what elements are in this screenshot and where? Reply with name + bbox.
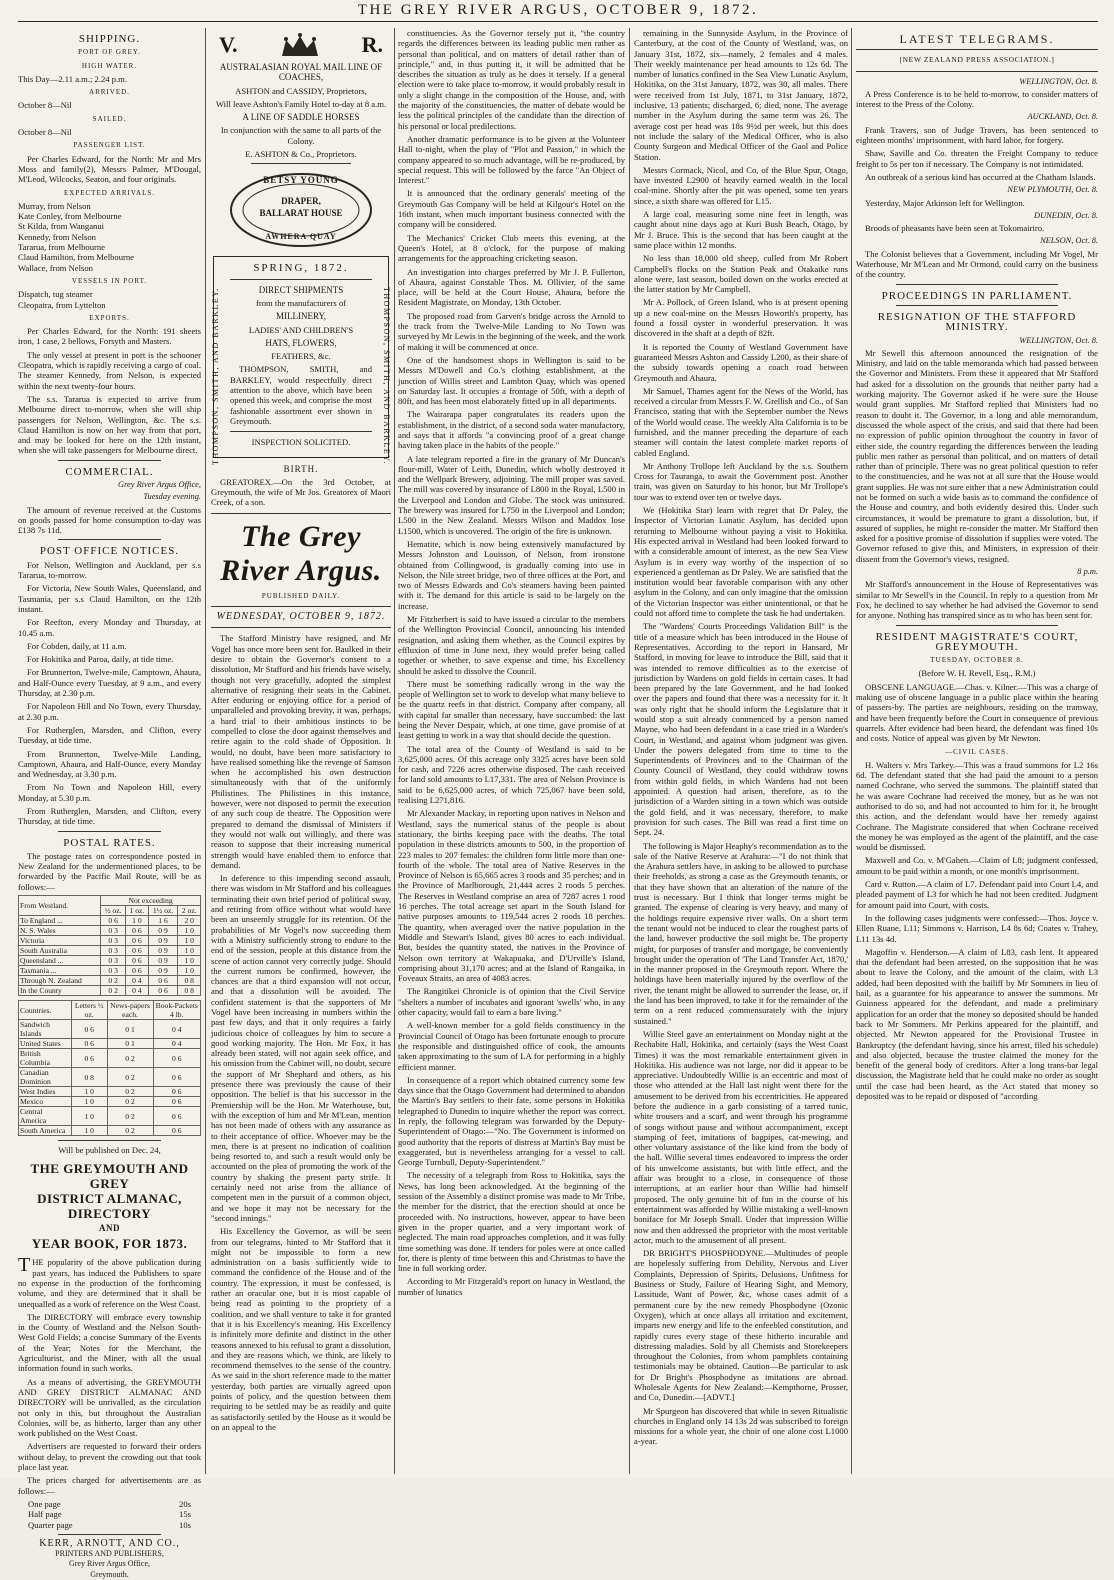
table-cell: 0 2	[101, 976, 126, 986]
publisher-line: Grey River Argus Office,	[68, 1559, 151, 1569]
almanac-paragraph: The DIRECTORY will embrace every township in the County of Westland and the Nelson South-West Gold Fields; a concise Summary of the Events of the Year; Notes for the Merchant, the Agriculturist, and the Miner, with all the usual information found in such works.	[18, 1311, 201, 1374]
dateline: NELSON, Oct. 8.	[1040, 236, 1098, 246]
almanac-paragraph: The prices charged for advertisements are as follows:—	[18, 1475, 201, 1496]
news-paragraph: The total area of the County of Westland is said to be 3,625,000 acres. Of this acreage only 3325 acres have been sold for cash, and 7226 acres otherwise disposed. The cash received for land sold amounts to L17,331. The area of Nelson Province is said to be 6,625,000 acres, of which 725,067 have been sold, realising L271,816.	[398, 743, 625, 806]
column-rule	[394, 28, 395, 1474]
table-cell: Mexico	[19, 1097, 72, 1107]
table-cell: N. S. Wales	[19, 926, 101, 936]
almanac-title	[18, 1161, 201, 1251]
passenger-text: Per Charles Edward, for the North: Mr and Mrs Moss and family(2), Messrs Palmer, M'Dougal, M'Leod, Wilcocks, Seaton, and four originals.	[18, 153, 201, 185]
rm-paragraph: Magoffin v. Henderson.—A claim of L83, cash lent. It appeared that the defendant had been arrested, on the supposition that he was about to leave the Colony, and the amount of the claim, with L3 added, had been deposited with the bailiff by Mr Sommers in lieu of bail, as a guarantee for his appearance to answer the summons. Mr Guinness appeared for the defendant, and made a preliminary application for an order that the money so deposited should be handed back to Mr Sommers. Mr Perkins appeared for the plaintiff, and objected. Mr Newton appeared for the Provisional Trustee in Bankruptcy (the defendant having, since his arrest, filed his schedule) and also objected, because the trustee claimed the money for the benefit of the general body of creditors. After a long trans-bar legal discussion, the Magistrate held that he could make no order as sought until the case had been heard, as the Act stated that money so deposited was to be repaid or disposed of "according	[856, 946, 1098, 1102]
divider	[856, 71, 1098, 72]
table-cell: West Indies	[19, 1087, 72, 1097]
news-paragraph: We (Hokitika Star) learn with regret that Dr Paley, the Inspector of Victorian Lunatic Asylum, has decided upon returning to Melbourne without paying a visit to Hokitika. His expected arrival in Westland had been looked forward to with a considerable amount of interest, as the new Sea View Asylum is in every way worthy of the inspection of so experienced a gentleman as Dr Paley. We are satisfied that the institution would bear favorable comparison with any other asylum in the Colony, and can only imagine that the omission of the Victorian Inspector was either unintentional, or that he could not afford time to complete the task he had undertaken.	[634, 505, 848, 619]
birth-text: GREATOREX.—On the 3rd October, at Greymouth, the wife of Mr Jos. Greatorex of Maori Creek, of a son.	[211, 476, 391, 508]
table-cell: 0 8	[71, 1068, 107, 1087]
table-header: Not exceeding	[101, 896, 201, 906]
table-row	[19, 1020, 201, 1039]
table-cell: Victoria	[19, 936, 101, 946]
table-header: 1 oz.	[126, 906, 149, 916]
divider	[58, 1534, 161, 1535]
column-rule	[851, 28, 852, 1474]
table-cell: Sandwich Islands	[19, 1020, 72, 1039]
table-cell: 0 2	[107, 1097, 153, 1107]
table-cell: 0 6	[126, 926, 149, 936]
heading-latest-telegrams: LATEST TELEGRAMS.	[899, 32, 1055, 46]
table-header: Countries.	[19, 1001, 72, 1020]
table-cell: 0 9	[148, 966, 178, 976]
rm-paragraph: Card v. Rutton.—A claim of L7. Defendant paid into Court L4, and pleaded payment of L3 for which he had not been credited. Judgment for amount paid into Court, with costs.	[856, 879, 1098, 910]
press-association: [NEW ZEALAND PRESS ASSOCIATION.]	[899, 55, 1055, 65]
arrived-line: October 8—Nil	[18, 100, 72, 111]
ad-line: LADIES' AND CHILDREN'S	[248, 324, 354, 335]
heading-postal-rates: POSTAL RATES.	[63, 836, 156, 849]
table-header: Book-Packets 4 lb.	[153, 1001, 200, 1020]
list-item: Tararua, from Melbourne	[18, 242, 105, 253]
table-header: News-papers each.	[107, 1001, 153, 1020]
table-cell: 0 3	[101, 966, 126, 976]
table-cell: To England ...	[19, 916, 101, 926]
table-cell: British Columbia	[19, 1049, 72, 1068]
post-item: For Hokitika and Paroa, daily, at tide time.	[27, 654, 174, 665]
ad-body: THOMPSON, SMITH, and BARKLEY, would respectfully direct attention to the above, which have been opened this week, and comprise the most fashionable assortment ever shown in Greymouth.	[230, 364, 372, 426]
ballarat-house-stamp	[226, 170, 376, 250]
news-paragraph: constituencies. As the Governor tersely put it, "the country regards the differences between its leading public men rather as personal than political, and on matters of detail rather than of principle," and, in thus putting it, it will be admitted that he describes the situation as truly as he does it tersely. If a general election were to take place to-morrow, it would probably result in only a slight change in the composition of the House, and, with the majority of the constituencies, the matter of debate would be less the political principles of the candidate than the direction of his personal or local predilections.	[398, 28, 625, 131]
table-cell: 1 0	[126, 916, 149, 926]
divider	[211, 606, 391, 607]
table-cell: 0 3	[101, 936, 126, 946]
stamp-top: BETSY YOUNG	[263, 175, 339, 186]
stamp-mid: DRAPER,	[281, 196, 321, 207]
table-cell: 0 1	[107, 1039, 153, 1049]
heading-high-water: HIGH WATER.	[81, 61, 138, 70]
table-cell: 0 3	[101, 926, 126, 936]
divider	[896, 625, 1058, 626]
table-cell: 0 9	[148, 936, 178, 946]
table-cell: 0 3	[101, 956, 126, 966]
news-paragraph: remaining in the Sunnyside Asylum, in the Province of Canterbury, at the cost of the County of Westland, was, on January 31st, 1872, six—namely, 2 females and 4 males. Their weekly maintenance per head amounts to 12s 6d. The number of lunatics confined in the Sea View Lunatic Asylum, Hokitika, on the 31st January, 1872, was 30, all males. There were received from 1st July, 1871, to 31st January, 1872, inclusive, 13 patients; discharged, 6; died, none. The average number in the Asylum during the same term was 26. The average cost per head was 18s 9½d per week, but this does not include the salary of the Medical Officer, who is also County Surgeon and Medical Officer of the Gaol and Police Station.	[634, 28, 848, 162]
news-paragraph: There must be something radically wrong in the way the people of Wellington set to work to develop what many believe to be the quartz reefs in that district. Company after company, all with capital far smaller than necessary, have succumbed: the last being the Never Despair, which, at one time, gave promise of at least getting to work in a way that should decide the question.	[398, 678, 625, 741]
news-paragraph: It is reported the County of Westland Government have guaranteed Messrs Ashton and Cassidy L200, as their share of the subsidy towards opening a coach road between Greymouth and Ahaura.	[634, 341, 848, 383]
table-header: ½ oz.	[101, 906, 126, 916]
telegram-item: Yesterday, Major Atkinson left for Wellington.	[865, 197, 1025, 208]
almanac-pubdate: Will be published on Dec. 24,	[58, 1145, 161, 1156]
table-cell: 0 2	[107, 1087, 153, 1097]
heading-vessels: VESSELS IN PORT.	[71, 276, 148, 285]
table-cell: 0 9	[148, 956, 178, 966]
table-row	[19, 926, 201, 936]
masthead-title: THE GREY RIVER ARGUS, OCTOBER 9, 1872.	[357, 2, 759, 18]
ad-side-text: THOMPSON, SMITH, AND BARKLEY.	[382, 287, 391, 466]
price-value: 10s	[179, 1519, 191, 1530]
list-item	[28, 1499, 191, 1509]
table-cell: Central America	[19, 1107, 72, 1126]
ad-season: SPRING, 1872.	[253, 262, 349, 275]
table-row	[19, 956, 201, 966]
heading-passenger-list: PASSENGER LIST.	[73, 141, 146, 150]
mail-line: A LINE OF SADDLE HORSES	[242, 112, 360, 123]
table-cell: 2 0	[178, 916, 201, 926]
news-paragraph: Hematite, which is now being extensively manufactured by Messrs Johnston and Louisson, of Nelson, from ironstone obtained from Collingwood, is gradually coming into use in Nelson, the Nile street bridge, two of three offices at the Port, and two of Messrs Edwards and Co's steamers having been painted with it. The demand for this article is said to be largely on the increase.	[398, 538, 625, 611]
mail-line: ASHTON and CASSIDY, Proprietors,	[235, 85, 367, 96]
mail-line: Will leave Ashton's Family Hotel to-day at 8 a.m.	[215, 98, 387, 109]
almanac-title-line: DISTRICT ALMANAC, DIRECTORY	[37, 1191, 182, 1222]
table-cell: 0 6	[126, 946, 149, 956]
table-cell: 0 4	[153, 1039, 200, 1049]
heading-rm-court: RESIDENT MAGISTRATE'S COURT, GREYMOUTH.	[875, 630, 1079, 653]
table-cell: 0 1	[107, 1020, 153, 1039]
news-paragraph: Mr Fitzherbert is said to have issued a circular to the members of the Wellington Provincial Council, announcing his intended resignation, and asking them whether, as the Council expires by effluxion of time in June next, they would prefer being called together or whether, to save expense and time, his Excellency should be asked to dissolve the Council.	[398, 614, 625, 676]
table-cell: 0 2	[107, 1068, 153, 1087]
table-cell: Tasmania ...	[19, 966, 101, 976]
almanac-title-line: YEAR BOOK, FOR 1873.	[31, 1236, 188, 1252]
news-paragraph: In consequence of a report which obtained currency some few days since that the Otago Government had determined to abandon the Martin's Bay settlers to their fate, some persons in Hokitika telegraphed to Dunedin to inquire whether the report was correct. In reply, the following telegram was forwarded by the Deputy-Superintendent of Otago:—"No. The Government is informed on good authority that the reports of distress at Martin's Bay must be exaggerated, but is nevertheless arranging for a vessel to call. George Turnbull, Deputy-Superintendent."	[398, 1074, 625, 1168]
table-cell: 0 6	[126, 966, 149, 976]
news-paragraph: Messrs Cormack, Nicol, and Co, of the Blue Spur, Otago, have invested L2900 of heavily earned wealth in the local coal-mine. Shortly after the pit was opened, some ten years since, a sixth share was offered for L15.	[634, 164, 848, 206]
news-paragraph: The necessity of a telegraph from Ross to Hokitika, says the News, has long been acknowledged. At the beginning of the session of the Assembly a distinct promise was made to Mr Tribe, the member for the district, that the erection should at once be proceeded with. No instructions, however, appear to have been given in the proper quarter, and a very important work of neglected. The main road approaches completion, and it was fully time something was done. If tenders for poles were at once called for, there is plenty of time between this and Christmas to have the line in full working order.	[398, 1170, 625, 1274]
divider	[58, 1140, 161, 1141]
heading-expected-arrivals: EXPECTED ARRIVALS.	[64, 188, 155, 197]
table-row	[19, 966, 201, 976]
heading-resignation: RESIGNATION OF THE STAFFORD MINISTRY.	[877, 310, 1077, 334]
publisher-line: Greymouth.	[90, 1569, 129, 1579]
divider	[58, 539, 161, 540]
almanac-paragraph: Advertisers are requested to forward their orders without delay, to prevent the crowding out that took place last year.	[18, 1441, 201, 1473]
rm-paragraph: H. Walters v. Mrs Tarkey.—This was a fraud summons for L2 16s 6d. The defendant stated that she had paid the amount to a person named Cochrane, who served the summons. The plaintiff stated that he was aware Cochrane had received the money, but as he was not authorised to do so, and had not accounted to him for it, he brought this action, and the defendant would have her remedy against Cochrane. The Magistrate considered that when Cochrane received the money he was employed as the agent of the plaintiff, and the case would be dismissed.	[856, 759, 1098, 853]
news-paragraph: According to Mr Fitzgerald's report on lunacy in Westland, the number of lunatics	[398, 1276, 625, 1297]
table-cell: Canadian Dominion	[19, 1068, 72, 1087]
table-cell: 0 6	[153, 1126, 200, 1136]
post-item: For Napoleon Hill and No Town, every Thursday, at 2.30 p.m.	[18, 701, 201, 722]
table-row	[19, 1039, 201, 1049]
list-item: Cleopatra, from Lyttelton	[18, 299, 106, 310]
column-ads-leader	[211, 28, 391, 1474]
price-label: Quarter page	[28, 1519, 73, 1530]
ad-footer: INSPECTION SOLICITED.	[251, 437, 351, 448]
foreign-rates-table	[18, 1000, 201, 1136]
paper-title: The Grey River Argus.	[220, 519, 382, 587]
stamp-mid2: BALLARAT HOUSE	[259, 208, 343, 219]
dateline: DUNEDIN, Oct. 8.	[1034, 210, 1098, 220]
shipping-paragraph: The s.s. Tararua is expected to arrive from Melbourne direct to-morrow, when she will ship passengers for Nelson, Wellington, &c. The s.s. Claud Hamilton is now on her way from that port, and may be looked for here on the 12th instant, when she will take passengers for Melbourne direct.	[18, 393, 201, 456]
rm-paragraph: Maxwell and Co. v. M'Gahen.—Claim of L8; judgment confessed, amount to be paid within a month, or one month's imprisonment.	[856, 855, 1098, 876]
table-cell: 1 0	[71, 1126, 107, 1136]
table-cell: 1 6	[148, 916, 178, 926]
telegram-item: A Press Conference is to be held to-morrow, to consider matters of interest to the Press of the Colony.	[856, 88, 1098, 110]
table-cell: 1 0	[178, 926, 201, 936]
table-cell: 1 0	[71, 1097, 107, 1107]
price-list	[28, 1499, 191, 1530]
royal-crest	[219, 30, 383, 60]
table-row	[19, 936, 201, 946]
news-paragraph: DR BRIGHT'S PHOSPHODYNE.—Multitudes of people are hopelessly suffering from Debility, Nervous and Liver Complaints, Depression of Spirits, Delusions, Unfitness for Business or Study, Failure of Hearing Sight, and Memory, Lassitude, Want of Power, &c, whose cases admit of a permanent cure by the new remedy Phosphodyne (Ozonic Oxygen), which at once allays all irritation and excitement, imparts new energy and life to the enfeebled constitution, and rapidly cures every stage of these hitherto incurable and distressing maladies. Sold by all Chemists and Storekeepers throughout the Colonies, from whom pamphlets containing testimonials may be obtained. Caution—Be particular to ask for Dr Bright's Phosphodyne as imitations are abroad. Wholesale Agents for New Zealand:—Kempthorne, Prosser, and Co, Dunedin.—[ADVT.]	[634, 1248, 848, 1403]
ad-line: MILLINERY,	[275, 311, 327, 322]
almanac-title-line: THE GREYMOUTH AND GREY	[30, 1161, 189, 1192]
publisher-line: PRINTERS AND PUBLISHERS,	[55, 1549, 164, 1559]
news-paragraph: A large coal, measuring some nine feet in length, was caught about nine days ago at Kuri Bush Beach, Otago, by Mr J. Bruce. This is the second that has been caught at the same place within 12 months.	[634, 209, 848, 250]
divider	[230, 279, 372, 280]
column-telegrams	[856, 28, 1098, 1474]
table-cell: 0 9	[148, 926, 178, 936]
news-paragraph: Mr A. Pollock, of Green Island, who is at present opening up a new coal-mine on the Messrs Howorth's property, has found a fossil oyster in wonderful preservation. It was discovered in the shaft at a depth of 82ft.	[634, 297, 848, 339]
news-paragraph: Mr Anthony Trollope left Auckland by the s.s. Southern Cross for Tauranga, to await the Government post. Another train, was given on Saturday to his honor, but Mr Trollope's tour was to extend over ten or twelve days.	[634, 460, 848, 502]
table-cell: 1 0	[178, 966, 201, 976]
almanac-paragraph: As a means of advertising, the GREYMOUTH AND GREY DISTRICT ALMANAC AND DIRECTORY will be unrivalled, as the circulation not only in this, but throughout the Australian Colonies, will be, as hitherto, larger than any other work published on the West Coast.	[18, 1376, 201, 1439]
post-item: From Rutherglen, Marsden, and Clifton, every Thursday, at tide time.	[18, 806, 201, 827]
table-header: 1½ oz.	[148, 906, 178, 916]
list-item	[28, 1520, 191, 1530]
heading-shipping: SHIPPING.	[78, 33, 141, 45]
table-cell: 0 6	[126, 936, 149, 946]
news-paragraph: The proposed road from Garven's bridge across the Arnold to the track from the Twelve-Mile Landing to No Town was surveyed by Mr Lewis in the beginning of the week, and the work of making it will be commenced at once.	[398, 310, 625, 352]
published-daily: PUBLISHED DAILY.	[261, 591, 341, 600]
leader-paragraph: His Excellency the Governor, as will be seen from our telegrams, hinted to Mr Stafford that it might not be impossible to form a new administration on a basis sufficiently wide to command the confidence of the House and of the country. The expression, it must be confessed, is rather an oracular one, but it is most capable of being read as pointing to the propriety of a coalition, and we shall venture to take it for granted that it is his Excellency's meaning. His Excellency is infinitely more definite and distinct in the other reasons annexed to his refusal to grant a dissolution, and they are reasons which, we think, are likely to recommend themselves to the sense of the country. As we said in the short reference made to the matter yesterday, both parties are virtually agreed upon points of policy, and the question between them requiring to be settled may be as readily and quite as satisfactorily settled by the House as it would be on an appeal to the	[211, 1226, 391, 1432]
table-cell: 0 2	[107, 1107, 153, 1126]
price-label: One page	[28, 1498, 61, 1509]
table-cell: 1 0	[71, 1107, 107, 1126]
mail-line: E. ASHTON & Co., Proprietors.	[245, 149, 357, 160]
expected-list	[18, 201, 201, 273]
post-item: From No Town and Napoleon Hill, every Monday, at 5.30 p.m.	[18, 782, 201, 803]
table-cell: 0 6	[101, 916, 126, 926]
table-cell: 0 6	[71, 1020, 107, 1039]
table-row	[19, 986, 201, 996]
heading-parliament: PROCEEDINGS IN PARLIAMENT.	[881, 289, 1073, 302]
ad-line: from the manufacturers of	[256, 297, 346, 308]
postal-text: The postage rates on correspondence posted in New Zealand for the undermentioned places, to be forwarded by the Pacific Mail Route, will be as follows:—	[18, 850, 201, 892]
table-cell: 0 6	[153, 1087, 200, 1097]
commercial-day: Tuesday evening.	[143, 492, 201, 502]
telegram-item: Shaw, Saville and Co. threaten the Freight Company to reduce freight to 5s per ton if necessary. The Company is not intimidated.	[856, 148, 1098, 169]
table-cell: United States	[19, 1039, 72, 1049]
table-cell: 0 8	[178, 976, 201, 986]
table-header: From Westland.	[19, 896, 101, 916]
post-item: For Reefton, every Monday and Thursday, at 10.45 a.m.	[18, 617, 201, 638]
post-item: For Victoria, New South Wales, Queensland, and Tasmania, per s.s Claud Hamilton, on the 12th instant.	[18, 583, 201, 614]
heading-commercial: COMMERCIAL.	[65, 465, 154, 478]
telegram-list	[856, 77, 1098, 280]
news-paragraph: Another dramatic performance is to be given at the Volunteer Hall to-night, when the play of "Plot and Passion," in which the company appeared to so much advantage, will be re-produced, by special request. This will be followed by the farce "An Object of Interest."	[398, 133, 625, 186]
divider	[58, 831, 161, 832]
almanac-title-line: AND	[99, 1223, 120, 1234]
heading-sailed: SAILED.	[92, 114, 127, 123]
table-cell: 0 6	[148, 976, 178, 986]
news-paragraph: Willie Steel gave an entertainment on Monday night at the Rechabite Hall, Hokitika, and certainly (says the West Coast Times) it was the most remarkable entertainment given in Hokitika. His audience was not large, nor did it appear to be appreciative. Undoubtedly Willie is an eccentric and most of those who attended at the Hall last night went there for the amusement to be derived from his eccentricities. He appeared before the audience in a garb consisting of a tarred tunic, white trousers and a scarf, and went through his programme of songs without pause and without accompaniment, except stamping of feet, imitations of bagpipes, cat-mewing, and other voluntary assistance of the like kind from the body of the hall. Willie several times endeavored to impress the order of his unwelcome assistants, but with little effect, and the affair was brought to a close, in consequence of those interruptions, at an earlier hour than Willie had himself proposed. The only genuine bit of fun in the course of his entertainment was afforded by Willie mistaking a well-known boniface for Mr Joseph Small. Under that impression Willie now and then addressed the proprietor with the most veritable actor, much to the amusement of all present.	[634, 1028, 848, 1245]
list-item: Kennedy, from Nelson	[18, 231, 96, 242]
rm-subhead: —CIVIL CASES.	[945, 747, 1009, 756]
table-cell: 0 4	[126, 986, 149, 996]
ad-line: HATS, FLOWERS,	[265, 337, 337, 348]
leader-paragraph: In deference to this impending second assault, there was wisdom in Mr Stafford and his colleagues terminating their own brief period of political sway, and retiring from office without what would have been an unseemly struggle for its retention. Of the probabilities of Mr Vogel's now succeeding them with a Ministry sufficiently strong to endure to the end of the session, people at this distance from the scene of action cannot very correctly judge. Should the current rumors be confirmed, however, the chances are that a third expansion will not occur, and that a dissolution will be avoided. The confident statement is that the supporters of Mr Vogel have been increasing in numbers within the past few days, and that it only requires a fairly judicious choice of colleagues by him to secure a good working majority. The Hon. Mr Fox, it has already been stated, will not again seek office, and his omission from the Cabinet will, no doubt, secure the support of Mr Shephard and others, as his presence there was previously the cause of their opposition. The belief is that his successor in the Premiership will be the Hon. Mr Waterhouse, but, with the exception of him and Mr M'Lean, mention has not been made of others with any assurance as to their acceptance of office. Whoever may be the men, there is at present no indication of coalition being resorted to, and such a result would only be accounted on the plea of promoting the work of the country by shaking the present party strife. It certainly need not arise from the alliance of competent men in the pursuit of a common object, and we hope it may not be necessary for the "second innings."	[211, 873, 391, 1223]
table-cell: 0 8	[178, 986, 201, 996]
news-paragraph: Mr Spurgeon has discovered that while in seven Ritualistic churches in England only 14 13s 2d was subscribed to foreign missions for a whole year, the choir of one alone cost L1000 a-year.	[634, 1405, 848, 1447]
list-item: St Kilda, from Wanganui	[18, 221, 105, 232]
mail-line-title: AUSTRALASIAN ROYAL MAIL LINE OF COACHES,	[219, 62, 383, 83]
heading-birth: BIRTH.	[283, 463, 319, 474]
table-row	[19, 1049, 201, 1068]
divider	[896, 305, 1058, 306]
table-row	[19, 946, 201, 956]
list-item: Dispatch, tug steamer	[18, 289, 93, 300]
table-cell: 1 0	[178, 946, 201, 956]
news-paragraph: It is announced that the ordinary generals' meeting of the Greymouth Gas Company will be held at Kilgour's Hotel on the 16th instant, when much important business connected with the company will be considered.	[398, 188, 625, 230]
crest-letter: V.	[219, 31, 238, 57]
postal-rates-table	[18, 895, 201, 996]
table-cell: South Australia	[19, 946, 101, 956]
rm-before: (Before W. H. Revell, Esq., R.M.)	[918, 668, 1036, 679]
resign-paragraph: Mr Sewell this afternoon announced the resignation of the Ministry, and laid on the table memoranda which had passed between the Governor and Ministers. From these it appeared that Mr Stafford had asked for a dissolution on the grounds that neither party had a working majority. The Governor asked if he were sure the House would grant supplies. Mr Stafford replied that Ministers had no reason to doubt it. The Governor, in a long and able memorandum, discussed the whole aspect of the crisis, and said that there had been no expression of public opinion throughout the country in favor of either side, the country regarding the differences between the leading public men rather as personal than political, and on matters of detail rather than of principle. There was no great political question to refer to the constituencies, and he was not at all sure that the House would grant supplies. He was not sure either that a new Administration could not be formed on such a wide basis as to command the confidence of the House and country, and both evidently desired this. Under such circumstances, it would be premature to grant a dissolution, but, if assured of supplies, he might re-consider the matter. Mr Stafford then asked for a positive promise of dissolution if supplies were voted. The Governor refused to give this, and Ministers, in expression of their dissent from the Governor's views, resigned.	[856, 347, 1098, 564]
heading-port: PORT OF GREY.	[78, 48, 141, 57]
news-paragraph: The "Wardens' Courts Proceedings Validation Bill" is the title of a measure which has been introduced in the House of Representatives. According to the report in Hansard, Mr Stafford, in moving for leave to introduce the Bill, said that it was intended to remove difficulties as to the exercise of jurisdiction by Wardens on gold fields in certain cases. It had been prepared by the late Government, and he had looked over the papers and found that there was a necessity for it. It was only right that he should inform the Legislature that it would stop a suit already commenced by a person named Mayne, who had been defendant in a case tried in a Warden's Court, in Westland, and against whom judgment was given. Under the powers delegated from time to time to the Superintendents of Provinces and to the Chairman of the County Council of Westland, they could withdraw towns from within gold fields, in which Wardens had not been appointed. A question had arisen, therefore, as to the jurisdiction of a Warden sitting in a town which was outside the gold field, and it was necessary, therefore, to make provision for such cases. The Bill was read a first time on Sept. 24.	[634, 621, 848, 838]
divider	[856, 49, 1098, 50]
exports-text: Per Charles Edward, for the North: 191 sheets iron, 1 case, 2 bellows, Forsyth and Masters.	[18, 326, 201, 347]
rm-paragraph: In the following cases judgments were confessed:—Thos. Joyce v. Ellen Ruane, L11; Simmons v. Harrison, L4 8s 6d; Coates v. Trahey, L11 13s 4d.	[856, 912, 1098, 944]
shipping-paragraph: The only vessel at present in port is the schooner Cleopatra, which is rapidly receiving a cargo of coal. The steamer Kennedy, from Nelson, is expected within the next twenty-four hours.	[18, 349, 201, 391]
table-row	[19, 1068, 201, 1087]
table-cell: 0 6	[71, 1039, 107, 1049]
column-rule	[629, 28, 630, 1474]
table-cell: 1 0	[178, 956, 201, 966]
table-cell: In the County	[19, 986, 101, 996]
divider	[230, 431, 372, 432]
divider	[896, 284, 1058, 285]
sailed-line: October 8—Nil	[18, 127, 72, 138]
table-cell: 0 9	[148, 946, 178, 956]
post-item: For Brunnerton, Twelve-mile, Camptown, Ahaura, and Half-Ounce every Tuesday, at 9 a.m., and every Thursday, at 2.30 p.m.	[18, 667, 201, 699]
column-shipping	[18, 28, 201, 1579]
news-paragraph: The following is Major Heaphy's recommendation as to the sale of the Native Reserve at Arahura:—"I do not think that the Arahura settlers have, in asking to be allowed to purchase their freeholds, as strong a case as the Greymouth tenants, or that they have shown that an alteration of the nature of the trust is necessary. But I think that longer terms might be granted. The expense of clearing is very heavy, and many of the holdings require expensive river walls. On a short term the tenant would not be induced to clear the roughest parts of the land, however productive the soil might be. The property might, for purposes of transfer and mortgage, be conveniently brought under the operation of 'The Land Transfer Act, 1870,' in the manner proposed in the Greymouth report. Where the holdings have been materially injured by the overflow of the river, the tenant might be allowed to surrender the lease, or, if the land has been improved, to take it for the remainder of the term on a rent reduced commensurately with the injury sustained."	[634, 840, 848, 1026]
dateline: NEW PLYMOUTH, Oct. 8.	[1007, 185, 1098, 195]
news-paragraph: Mr Samuel, Thames agent for the News of the World, has received a circular from Messrs F. W. Grellish and Co., of San Francisco, stating that with the September number the News of the World would cease. The weekly Alta California is to be furnished, and the manner preceding the departure of each steamer will contain the latest complete market reports of cabled England.	[634, 385, 848, 458]
heading-post-office: POST OFFICE NOTICES.	[39, 545, 180, 558]
news-paragraph: Mr Alexander Mackay, in reporting upon natives in Nelson and Westland, says the numerical status of the people is about stationary, the births keeping pace with the deaths. The total population in these districts amounts to 500, in the proportion of 223 males to 207 females: the children form little more than one-fourth of the whole. The total area of Native Reserves in the Province of Nelson is 65,665 acres 3 roods and 35 perches; and in the Province of Marlborough, 21,444 acres 2 roods 5 perches. The Reserves in Westland comprise an area of 7287 acres 1 rood 16 perches. The total acreage set apart in the South Island for native purposes amounts to 119,544 acres 2 roods 18 perches. The quantity, when averaged over the native population in the Middle and Stewart's Island, gives 80 acres to each individual. But, besides the quantity stated, the natives in the Province of Nelson own territory at Wakapuaka, and D'Urville's Island, comprising about 31,170 acres; and at the Island of Rangaika, in Foveaux Straits, an area of 4083 acres.	[398, 808, 625, 984]
news-paragraph: A late telegram reported a fire in the granary of Mr Duncan's flour-mill, Water of Leith, Dunedin, which wholly destroyed it and the Wellpark Brewery, adjoining. The mill proper was saved. The mill was covered by insurance of L800 in the Royal, L500 in the Liverpool and London and Globe. The stock was uninsured. The brewery was insured for L750 in the Liverpool and London; L500 in the New Zealand. Messrs Wilson and Maddox lose L1500, which is uncovered. The origin of the fire is unknown.	[398, 453, 625, 536]
table-row	[19, 916, 201, 926]
list-item: Kate Conley, from Melbourne	[18, 211, 122, 222]
telegram-item: The Colonist believes that a Government, including Mr Vogel, Mr Waterhouse, Mr M'Lean and Mr Ormond, could carry on the business of the country.	[856, 248, 1098, 280]
post-item: For Nelson, Wellington and Auckland, per s.s Tararua, to-morrow.	[18, 559, 201, 581]
leader-date: WEDNESDAY, OCTOBER 9, 1872.	[216, 611, 386, 623]
table-row	[19, 1097, 201, 1107]
leader-paragraph: The Stafford Ministry have resigned, and Mr Vogel has once more been sent for. Baulked in their desire to obtain the Governor's consent to a dissolution, Mr Stafford and his friends have wisely, though not very gracefully, adopted the simplest alternative of resigning their seats in the Cabinet. After enduring or enjoying office for a period of unparalleled and provoking brevity, it was, perhaps, a hard trial to their ambitious instincts to be compelled to close the door against themselves and retire again to the cold shade of Opposition. It would, no doubt, have been more satisfactory to have realised something like the revenge of Samson when he accomplished his own destruction simultaneously with that of the uniformly Philistines. The Philistines in this instance, however, were not disposed to permit the execution of any such coup de theatre. The Opposition were prepared to demand the dismissal of Ministers if they would not walk out willingly, and there was reason to suppose that their increasing numerical strength would have enabled them to enforce that demand.	[211, 633, 391, 870]
table-cell: 0 4	[126, 976, 149, 986]
stamp-bottom: AWHERA QUAY	[265, 232, 337, 242]
price-value: 15s	[179, 1509, 191, 1520]
divider	[211, 513, 391, 514]
rm-date: TUESDAY, OCTOBER 8.	[930, 656, 1024, 665]
table-row	[19, 1107, 201, 1126]
table-cell: 0 2	[107, 1049, 153, 1068]
news-paragraph: The Wairarapa paper congratulates its readers upon the establishment, in the district, of a second soda water manufactory, and says that it affords "a convincing proof of a great change having taken place in the habits of the people."	[398, 409, 625, 451]
thompson-smith-ad	[211, 256, 391, 466]
list-item	[28, 1509, 191, 1519]
table-cell: 0 6	[153, 1068, 200, 1087]
rm-paragraph: OBSCENE LANGUAGE.—Chas. v. Kilner.—This was a charge of making use of obscene language in a public place within the hearing of passers-by. The parties are neighbours, residing on the tramway, and have been frequently before the Court in consequence of previous quarrels. After evidence had been heard, the defendant was fined 10s and costs. Notice of appeal was given by Mr Newton.	[856, 681, 1098, 744]
ad-line: FEATHERS, &c.	[271, 351, 331, 362]
column-news	[398, 28, 625, 1474]
almanac-paragraph: THE popularity of the above publication during past years, has induced the Publishers to spare no expense in the production of the forthcoming volume, and they are determined that it shall be unequalled as a work of reference on the West Coast.	[18, 1254, 201, 1309]
table-cell: Through N. Zealand	[19, 976, 101, 986]
telegram-item: Broods of pheasants have been seen at Tokomairiro.	[865, 223, 1045, 234]
telegram-item: Frank Travers, son of Judge Travers, has been sentenced to eighteen months' imprisonment, with hard labor, for forgery.	[856, 124, 1098, 146]
table-cell: 0 2	[101, 986, 126, 996]
resign-paragraph: Mr Stafford's announcement in the House of Representatives was similar to Mr Sewell's in the Council. In reply to a question from Mr Fox, he declined to say whether he had advised the Governor to send for anyone. Nothing has transpired since as to who has been sent for.	[856, 579, 1098, 621]
crown-icon	[276, 30, 324, 60]
price-label: Half page	[28, 1509, 62, 1520]
news-paragraph: The Rangitikei Chronicle is of opinion that the Civil Service "shelters a number of incubates and ignorant 'swells' who, in any other capacity, would fail to earn a bare living."	[398, 986, 625, 1018]
list-item: Wallace, from Nelson	[18, 262, 93, 273]
table-cell: 0 6	[153, 1107, 200, 1126]
crest-letter: R.	[361, 31, 383, 57]
column-rule	[205, 28, 206, 1474]
table-cell: 0 6	[153, 1097, 200, 1107]
commercial-office: Grey River Argus Office,	[118, 479, 201, 489]
dateline: 8 p.m.	[1077, 567, 1098, 577]
divider	[251, 163, 351, 164]
table-row	[19, 976, 201, 986]
mail-line: In conjunction with the same to all parts of the Colony.	[220, 125, 382, 146]
column-news-2	[634, 28, 848, 1474]
news-paragraph: An investigation into charges preferred by Mr J. P. Fullerton, of Ahaura, against Constable Thos. M. Ollivier, of the same place, will be held at the Court House, Ahaura, before the Resident Magistrate, on Monday, 13th October.	[398, 266, 625, 308]
publisher-name: KERR, ARNOTT, AND CO.,	[39, 1537, 180, 1549]
high-water-line: This Day—2.11 a.m.; 2.24 p.m.	[18, 73, 128, 84]
table-cell: 0 6	[153, 1049, 200, 1068]
masthead	[18, 0, 1098, 22]
heading-arrived: ARRIVED.	[89, 88, 130, 97]
table-cell: 1 0	[71, 1087, 107, 1097]
table-cell: 0 6	[71, 1049, 107, 1068]
table-cell: Queensland ...	[19, 956, 101, 966]
ad-side-text: THOMPSON, SMITH, AND BARKLEY.	[211, 287, 220, 466]
divider	[211, 627, 391, 628]
dateline: WELLINGTON, Oct. 8.	[1019, 76, 1098, 86]
price-value: 20s	[179, 1498, 191, 1509]
table-cell: South America	[19, 1126, 72, 1136]
table-cell: 0 6	[126, 956, 149, 966]
table-cell: 0 3	[101, 946, 126, 956]
table-row	[19, 1087, 201, 1097]
news-paragraph: No less than 18,000 old sheep, culled from Mr Robert Campbell's flocks on the Station Peak and Otakaike runs alone were, last season, boiled down on the works erected at the latter station by Mr Campbell.	[634, 253, 848, 295]
commercial-text: The amount of revenue received at the Customs on goods passed for home consumption to-day was £138 7s 11d.	[18, 504, 201, 536]
news-paragraph: The Mechanics' Cricket Club meets this evening, at the Queen's Hotel, at 8 o'clock, for the purpose of making arrangements for the approaching cricketing season.	[398, 232, 625, 264]
table-row	[19, 1126, 201, 1136]
table-header: 2 oz.	[178, 906, 201, 916]
post-item: For Rutherglen, Marsden, and Clifton, every Tuesday, at tide time.	[18, 724, 201, 746]
divider	[58, 460, 161, 461]
table-cell: 1 0	[178, 936, 201, 946]
table-header: Letters ½ oz.	[71, 1001, 107, 1020]
dateline: WELLINGTON, Oct. 8.	[1019, 335, 1098, 345]
post-item: For Cobden, daily, at 11 a.m.	[27, 640, 127, 651]
table-cell: 0 2	[107, 1126, 153, 1136]
post-item: From Brunnerton, Twelve-Mile Landing, Camptown, Ahaura, and Half-Ounce, every Monday and Wednesday, at 3.30 p.m.	[18, 748, 201, 780]
news-paragraph: A well-known member for a gold fields constituency in the Provincial Council of Otago has been fortunate enough to procure the responsible and distinguished office of cook, the amounts taken approximating to the sum of LA for performing in a highly efficient manner.	[398, 1020, 625, 1072]
heading-exports: EXPORTS.	[89, 313, 130, 322]
list-item: Murray, from Nelson	[18, 200, 91, 211]
news-paragraph: One of the handsomest shops in Wellington is said to be Messrs M'Dowell and Co.'s clothing establishment, at the junction of Willis street and Lambton Quay, which was opened on Saturday last. It occupies a frontage of 50ft, with a depth of 80ft, and has been most elaborately fitted up in all departments.	[398, 354, 625, 407]
list-item: Claud Hamilton, from Melbourne	[18, 252, 134, 263]
telegram-item: An outbreak of a serious kind has occurred at the Chatham Islands.	[865, 171, 1096, 182]
dateline: AUCKLAND, Oct. 8.	[1027, 112, 1098, 122]
ad-line: DIRECT SHIPMENTS	[258, 284, 344, 295]
table-cell: 0 4	[153, 1020, 200, 1039]
table-cell: 0 6	[148, 986, 178, 996]
